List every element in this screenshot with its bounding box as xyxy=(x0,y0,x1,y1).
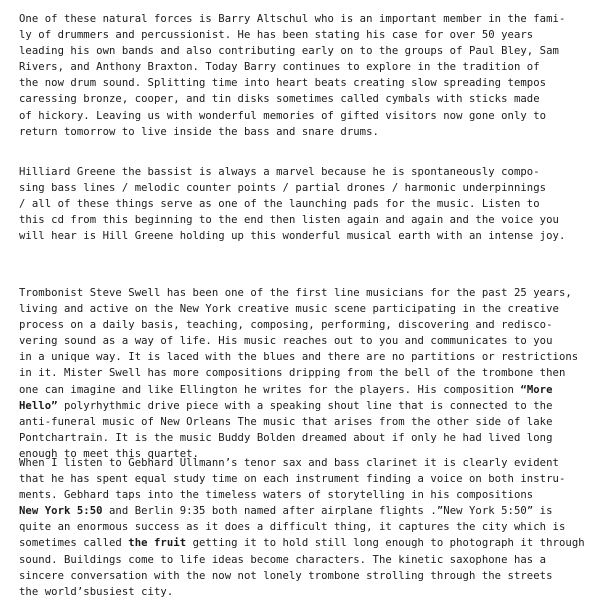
text-line: When I listen to Gebhard Ullmann’s tenor sax and bass clarinet it is clearly evident xyxy=(19,457,559,469)
text-line: enough to meet this quartet. xyxy=(19,447,199,460)
paragraph-hilliard-greene xyxy=(19,164,565,244)
song-title-new-york-550: New York 5:50 xyxy=(19,505,103,518)
text-line: return tomorrow to live inside the bass and snare drums. xyxy=(19,125,379,138)
text-line: in a unique way. It is laced with the blues and there are no partitions or restrictions xyxy=(19,351,579,364)
text-line: ly of drummers and percussionist. He has been stating his case for over 50 years xyxy=(19,29,534,42)
text-line: Rivers, and Anthony Braxton. Today Barry continues to explore in the tradition of xyxy=(19,61,540,74)
text-line: of hickory. Leaving us with wonderful memories of gifted visitors now gone only to xyxy=(19,109,547,122)
text-line: the now drum sound. Splitting time into heart beats creating slow spreading tempos xyxy=(19,77,547,90)
emphasis-the-fruit: the fruit xyxy=(128,537,187,550)
text-line: leading his own bands and also contributing early on to the groups of Paul Bley, Sam xyxy=(19,45,559,58)
text-line: in it. Mister Swell has more compositions dripping from the bell of the trombone then xyxy=(19,367,566,380)
text-line: Trombonist Steve Swell has been one of the first line musicians for the past 25 years, xyxy=(19,287,572,299)
text-line: ments. Gebhard taps into the timeless waters of storytelling in his compositions xyxy=(19,489,534,502)
text-line: Hilliard Greene the bassist is always a marvel because he is spontaneously compo- xyxy=(19,166,540,178)
text-line: the world’sbusiest city. xyxy=(19,585,174,598)
text-line: anti-funeral music of New Orleans The music that arises from the other side of lake xyxy=(19,415,553,428)
paragraph-steve-swell xyxy=(19,285,578,462)
text-line: vering sound as a way of life. His music reaches out to you and communicates to you xyxy=(19,335,553,348)
text-line: sound. Buildings come to life ideas become characters. The kinetic saxophone has a xyxy=(19,553,547,566)
text-line: process on a daily basis, teaching, composing, performing, discovering and redisco- xyxy=(19,319,553,332)
text-line: this cd from this beginning to the end then listen again and again and the voice you xyxy=(19,214,559,227)
text-line: sincere conversation with the now not lonely trombone strolling through the streets xyxy=(19,569,553,582)
text-line: will hear is Hill Greene holding up this wonderful musical earth with an intense joy. xyxy=(19,230,566,243)
text-line: / all of these things serve as one of the launching pads for the music. Listen to xyxy=(19,198,540,211)
text-line: New York 5:50 and Berlin 9:35 both named after airplane flights .”New York 5:50” is xyxy=(19,505,553,518)
text-line: sometimes called the fruit getting it to hold still long enough to photograph it through xyxy=(19,537,585,550)
text-line: caressing bronze, cooper, and tin disks sometimes called cymbals with sticks made xyxy=(19,93,540,106)
text-line: quite an enormous success as it does a difficult thing, it captures the city which is xyxy=(19,521,566,534)
text-line: living and active on the New York creative music scene participating in the creative xyxy=(19,303,559,316)
song-title-more-hello: “More xyxy=(520,383,553,396)
text-line: one can imagine and like Ellington he writes for the players. His composition “More xyxy=(19,383,553,396)
text-line: that he has spent equal study time on each instrument finding a voice on both instru- xyxy=(19,473,566,486)
text-line: One of these natural forces is Barry Altschul who is an important member in the fami- xyxy=(19,13,566,25)
text-line: Pontchartrain. It is the music Buddy Bolden dreamed about if only he had lived long xyxy=(19,431,553,444)
text-line: sing bass lines / melodic counter points / partial drones / harmonic underpinnings xyxy=(19,182,547,195)
paragraph-barry-altschul xyxy=(19,11,565,140)
paragraph-gebhard-ullmann xyxy=(19,455,585,600)
text-line: Hello” polyrhythmic drive piece with a speaking shout line that is connected to the xyxy=(19,399,553,412)
song-title-more-hello: Hello” xyxy=(19,399,58,412)
